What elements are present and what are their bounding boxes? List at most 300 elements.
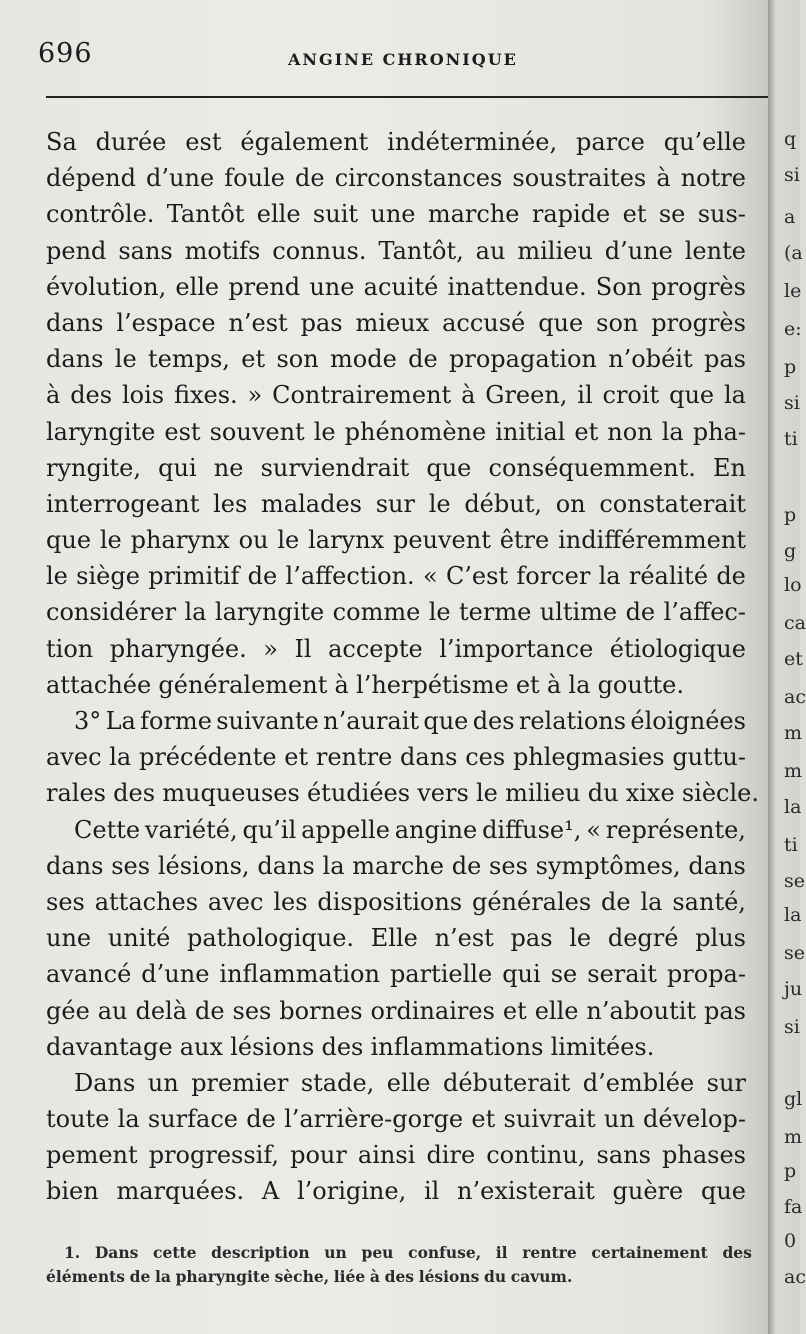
word: que — [700, 1177, 746, 1206]
word: n’aurait — [323, 707, 420, 735]
word: son — [596, 308, 639, 337]
text-line — [46, 124, 746, 160]
word: se — [658, 200, 686, 229]
text-line — [46, 812, 746, 848]
word: sur — [375, 489, 415, 518]
word: étiologique — [609, 634, 746, 663]
word: des — [113, 779, 156, 808]
word: inflammations — [370, 1032, 544, 1061]
word: d’une — [604, 236, 673, 265]
word: surviendrait — [260, 453, 410, 482]
word: siècle. — [681, 779, 760, 808]
word: rapide — [531, 200, 611, 229]
word: comme — [332, 598, 421, 627]
word: La — [105, 707, 136, 735]
word: à — [656, 164, 671, 193]
word: croit — [602, 381, 660, 410]
word: éléments — [46, 1267, 126, 1286]
word: angine — [394, 815, 478, 844]
word: terme — [459, 598, 532, 627]
word: durée — [95, 128, 167, 156]
adjacent-page-fragment: la — [784, 796, 802, 818]
text-line — [46, 377, 746, 413]
word: début, — [464, 489, 542, 518]
word: le — [569, 924, 592, 953]
word: sur — [706, 1068, 746, 1097]
word: ryngite, — [46, 453, 142, 482]
word: évolution, — [46, 272, 167, 301]
word: le — [46, 562, 68, 591]
word: guttu- — [672, 743, 746, 772]
word: la — [117, 1105, 140, 1134]
word: premier — [191, 1068, 289, 1097]
word: de — [246, 1105, 276, 1134]
word: toute — [46, 1105, 110, 1134]
word: l’espace — [116, 308, 216, 337]
word: non — [607, 417, 653, 446]
word: un — [147, 1068, 179, 1097]
word: Tantôt — [166, 200, 245, 229]
word: de — [247, 562, 278, 591]
footnote-line — [46, 1265, 752, 1289]
word: suivante — [216, 707, 319, 735]
word: attaches — [94, 887, 199, 916]
word: des — [70, 381, 113, 410]
word: elle — [175, 272, 220, 301]
word: elle — [256, 200, 301, 229]
word: qui — [158, 453, 197, 482]
word: propagation — [449, 345, 597, 374]
text-line — [46, 1101, 746, 1137]
word: au — [97, 996, 128, 1025]
word: des — [472, 707, 515, 735]
adjacent-page-fragment: p — [784, 356, 797, 378]
word: l’origine, — [296, 1177, 407, 1206]
adjacent-page-fragment: ac — [784, 1266, 806, 1288]
adjacent-page-fragment: m — [784, 1126, 803, 1148]
word: dans — [46, 851, 104, 880]
text-line — [46, 703, 746, 739]
word: notre — [680, 164, 746, 193]
adjacent-page-fragment: ti — [784, 428, 798, 450]
word: pement — [46, 1141, 138, 1170]
word: à — [334, 670, 349, 699]
word: les — [273, 887, 308, 916]
word: le — [114, 345, 137, 374]
word: de — [601, 887, 631, 916]
word: dire — [426, 1141, 476, 1170]
word: dans — [46, 345, 104, 374]
word: le — [99, 526, 122, 555]
word: davantage — [46, 1032, 173, 1061]
text-line — [46, 775, 760, 811]
word: progrès — [651, 272, 746, 301]
word: une — [46, 924, 92, 953]
word: guère — [612, 1177, 684, 1206]
word: à — [461, 381, 476, 410]
word: vers — [417, 779, 469, 808]
text-line — [46, 1137, 746, 1173]
adjacent-page-fragment: gl — [784, 1088, 803, 1110]
word: précédente — [138, 743, 277, 772]
word: sans — [596, 1141, 651, 1170]
word: propa- — [666, 960, 746, 989]
word: Son — [595, 272, 643, 301]
word: primitif — [148, 562, 240, 591]
word: qu’il — [242, 815, 297, 844]
word: et — [574, 417, 599, 446]
word: et — [284, 743, 309, 772]
word: pharyngée. — [109, 634, 247, 663]
word: représente, — [605, 815, 746, 844]
word: des — [384, 1267, 415, 1286]
word: considérer — [46, 598, 177, 627]
word: d’une — [141, 960, 210, 989]
word: degré — [607, 924, 679, 953]
word: dévelop- — [643, 1105, 746, 1134]
word: relations — [518, 707, 627, 735]
word: siège — [76, 562, 140, 591]
adjacent-page-fragment: p — [784, 504, 797, 526]
word: partielle — [389, 960, 493, 989]
word: phénomène — [344, 417, 487, 446]
word: Il — [294, 634, 312, 663]
text-line — [46, 450, 746, 486]
word: la — [568, 670, 591, 699]
word: stade, — [300, 1068, 375, 1097]
word: il — [423, 1177, 440, 1206]
word: de — [194, 996, 225, 1025]
word: le — [475, 779, 498, 808]
word: foule — [224, 164, 285, 193]
word: plus — [695, 924, 746, 953]
word: ainsi — [357, 1141, 416, 1170]
word: la — [322, 851, 345, 880]
word: on — [555, 489, 586, 518]
word: inattendue. — [447, 272, 587, 301]
text-line — [46, 993, 746, 1029]
word: ses — [232, 996, 272, 1025]
word: constaterait — [599, 489, 746, 518]
word: indifféremment — [558, 526, 746, 555]
word: limitées. — [550, 1032, 655, 1061]
word: de — [408, 345, 438, 374]
word: Cette — [74, 815, 141, 844]
word: Dans — [94, 1243, 139, 1262]
word: progressif, — [148, 1141, 280, 1170]
word: pend — [46, 236, 107, 265]
word: que — [669, 381, 715, 410]
word: marquées. — [116, 1177, 245, 1206]
word: l’arrière-gorge — [284, 1105, 464, 1134]
word: suit — [312, 200, 359, 229]
word: aux — [179, 1032, 224, 1061]
word: que — [46, 526, 92, 555]
word: ordinaires — [370, 996, 495, 1025]
word: larynx — [308, 526, 385, 555]
word: mode — [330, 345, 397, 374]
adjacent-page-fragment: le — [784, 280, 802, 302]
text-line — [46, 1029, 746, 1065]
word: la — [640, 887, 663, 916]
word: progrès — [651, 308, 746, 337]
adjacent-page-fragment: p — [784, 1160, 797, 1182]
word: l’herpétisme — [356, 670, 509, 699]
word: accepte — [328, 634, 423, 663]
word: avec — [46, 743, 102, 772]
word: à — [546, 670, 562, 699]
word: diffuse¹, — [482, 815, 582, 844]
word: forme — [140, 707, 212, 735]
word: rentre — [522, 1243, 577, 1262]
word: la — [109, 743, 132, 772]
word: à — [46, 381, 61, 410]
text-line — [46, 269, 746, 305]
word: dispositions — [317, 887, 463, 916]
word: une — [309, 272, 355, 301]
word: est — [185, 128, 222, 156]
word: un — [603, 1105, 635, 1134]
word: se — [550, 960, 578, 989]
word: elle — [534, 996, 579, 1025]
word: pas — [704, 996, 746, 1025]
word: la — [184, 598, 207, 627]
adjacent-page-fragment: a — [784, 206, 796, 228]
word: prend — [228, 272, 301, 301]
word: lois — [121, 381, 165, 410]
word: débuterait — [442, 1068, 571, 1097]
word: que — [538, 308, 584, 337]
text-line — [46, 558, 746, 594]
word: xixe — [625, 779, 675, 808]
word: forcer — [516, 562, 591, 591]
word: peuvent — [392, 526, 491, 555]
word: dépend — [46, 164, 136, 193]
text-line — [46, 848, 746, 884]
adjacent-page-fragment: si — [784, 392, 800, 414]
word: appelle — [301, 815, 390, 844]
word: à — [369, 1267, 380, 1286]
word: C’est — [445, 562, 509, 591]
word: est — [164, 417, 201, 446]
text-line — [46, 341, 746, 377]
text-line — [46, 956, 746, 992]
word: un — [324, 1243, 347, 1262]
word: et — [622, 200, 647, 229]
word: Contrairement — [272, 381, 452, 410]
word: rentre — [315, 743, 393, 772]
adjacent-page-edge — [768, 0, 806, 1334]
word: Green, — [485, 381, 568, 410]
word: conséquemment. — [488, 453, 696, 482]
word: et — [471, 1105, 496, 1134]
word: elle — [386, 1068, 431, 1097]
word: Tantôt, — [378, 236, 464, 265]
footnote-line — [46, 1241, 752, 1265]
word: qu’elle — [663, 128, 746, 156]
word: dans — [46, 308, 104, 337]
word: des — [722, 1243, 752, 1262]
word: de — [295, 164, 325, 193]
text-line — [46, 196, 746, 232]
text-line — [46, 667, 746, 703]
word: lésions, — [157, 851, 250, 880]
word: pour — [290, 1141, 347, 1170]
word: » — [263, 634, 278, 663]
text-line — [46, 1065, 746, 1101]
word: générales — [471, 887, 592, 916]
text-line — [46, 160, 746, 196]
adjacent-page-fragment: se — [784, 942, 805, 964]
text-line — [46, 305, 746, 341]
adjacent-page-fragment: m — [784, 722, 803, 744]
adjacent-page-fragment: ju — [784, 978, 803, 1000]
word: laryngite — [46, 417, 156, 446]
adjacent-page-fragment: m — [784, 760, 803, 782]
word: bornes — [279, 996, 363, 1025]
adjacent-page-fragment: ti — [784, 834, 798, 856]
word: cavum. — [510, 1267, 573, 1286]
word: une — [370, 200, 416, 229]
word: étudiées — [306, 779, 411, 808]
word: fixes. — [173, 381, 238, 410]
adjacent-page-fragment: se — [784, 870, 805, 892]
word: des — [321, 1032, 364, 1061]
word: delà — [135, 996, 188, 1025]
word: unité — [107, 924, 171, 953]
word: lente — [684, 236, 746, 265]
word: le — [428, 489, 451, 518]
text-line — [46, 884, 746, 920]
word: peu — [361, 1243, 394, 1262]
word: souvent — [209, 417, 305, 446]
word: de — [625, 598, 656, 627]
text-line — [46, 1173, 746, 1209]
word: pharynx — [130, 526, 230, 555]
word: pas — [703, 345, 746, 374]
word: goutte. — [597, 670, 684, 699]
word: Dans — [74, 1068, 136, 1097]
word: n’aboutit — [586, 996, 697, 1025]
word: pharyngite — [175, 1267, 270, 1286]
word: variété, — [144, 815, 238, 844]
word: description — [211, 1243, 310, 1262]
word: il — [577, 381, 593, 410]
word: du — [484, 1267, 507, 1286]
word: avancé — [46, 960, 132, 989]
word: muqueuses — [162, 779, 300, 808]
word: d’une — [146, 164, 215, 193]
word: éloignées — [630, 707, 746, 735]
word: lésions — [418, 1267, 480, 1286]
adjacent-page-fragment: g — [784, 540, 797, 562]
word: pha- — [692, 417, 746, 446]
word: que — [426, 453, 472, 482]
word: ses — [111, 851, 151, 880]
word: d’emblée — [582, 1068, 695, 1097]
text-line — [46, 594, 746, 630]
adjacent-page-fragment: ac — [784, 686, 806, 708]
word: interrogeant — [46, 489, 200, 518]
word: symptômes, — [535, 851, 681, 880]
word: laryngite — [214, 598, 325, 627]
word: soustraites — [512, 164, 647, 193]
word: circonstances — [334, 164, 503, 193]
adjacent-page-fragment: fa — [784, 1196, 803, 1218]
text-line — [46, 920, 746, 956]
text-line — [46, 631, 746, 667]
word: serait — [587, 960, 657, 989]
word: connus. — [272, 236, 367, 265]
word: son — [276, 345, 319, 374]
word: milieu — [517, 236, 593, 265]
word: tion — [46, 634, 94, 663]
word: sans — [118, 236, 173, 265]
word: avec — [207, 887, 264, 916]
word: et — [502, 996, 527, 1025]
word: confuse, — [408, 1243, 482, 1262]
word: bien — [46, 1177, 99, 1206]
word: marche — [427, 200, 520, 229]
word: santé, — [672, 887, 746, 916]
word: réalité — [628, 562, 709, 591]
word: qui — [502, 960, 541, 989]
word: phlegmasies — [512, 743, 665, 772]
word: acuité — [363, 272, 439, 301]
word: les — [213, 489, 248, 518]
word: initial — [495, 417, 566, 446]
page-header — [38, 38, 748, 78]
word: n’obéit — [608, 345, 693, 374]
word: également — [240, 128, 369, 156]
word: n’est — [228, 308, 288, 337]
word: suivrait — [503, 1105, 596, 1134]
word: motifs — [184, 236, 261, 265]
word: 3° — [74, 707, 102, 735]
word: accusé — [442, 308, 526, 337]
word: attachée — [46, 670, 152, 699]
word: le — [428, 598, 451, 627]
adjacent-page-fragment: (a — [784, 242, 803, 264]
text-line — [46, 522, 746, 558]
word: dans — [400, 743, 458, 772]
adjacent-page-fragment: si — [784, 164, 800, 186]
word: que — [423, 707, 469, 735]
text-line — [46, 233, 746, 269]
word: surface — [147, 1105, 238, 1134]
word: généralement — [158, 670, 328, 699]
word: du — [587, 779, 619, 808]
word: gée — [46, 996, 90, 1025]
word: « — [422, 562, 438, 591]
word: ces — [465, 743, 506, 772]
word: l’affection. — [285, 562, 415, 591]
text-line — [46, 739, 746, 775]
word: malades — [261, 489, 362, 518]
word: milieu — [505, 779, 581, 808]
text-line — [46, 486, 746, 522]
word: parce — [576, 128, 645, 156]
word: 1. — [64, 1243, 81, 1262]
word: il — [495, 1243, 508, 1262]
word: sèche, — [274, 1267, 330, 1286]
word: rales — [46, 779, 106, 808]
word: ne — [213, 453, 244, 482]
word: contrôle. — [46, 200, 155, 229]
word: ses — [489, 851, 528, 880]
word: lésions — [230, 1032, 315, 1061]
word: inflammation — [219, 960, 380, 989]
